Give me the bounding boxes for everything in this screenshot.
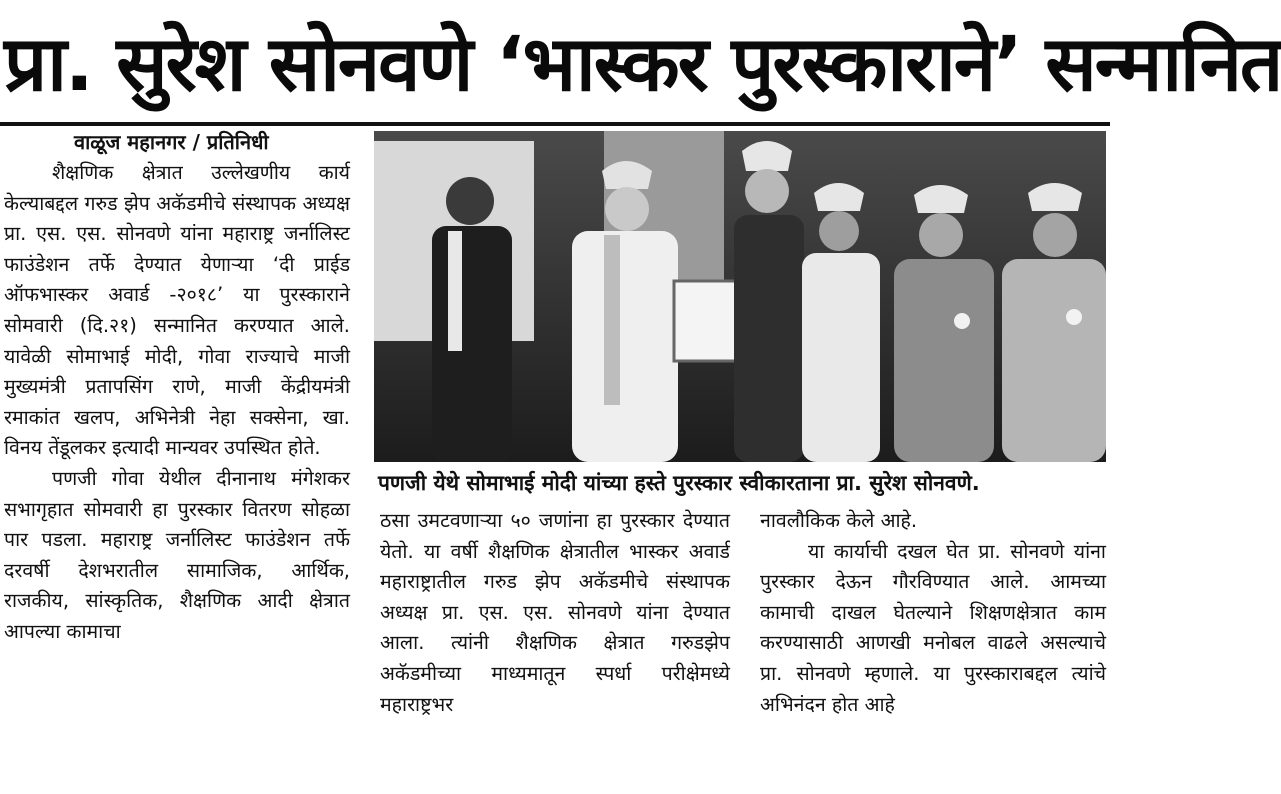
article-column-3	[760, 506, 1106, 720]
paragraph: पणजी गोवा येथील दीनानाथ मंगेशकर सभागृहात सोमवारी हा पुरस्कार वितरण सोहळा पार पडला. महाराष्ट्र जर्नालिस्ट फाउंडेशन तर्फे दरवर्षी देशभरातील सामाजिक, आर्थिक, राजकीय, सांस्कृतिक, शैक्षणिक आदी क्षेत्रात आपल्या कामाचा	[4, 466, 350, 643]
headline: प्रा. सुरेश सोनवणे ‘भास्कर पुरस्काराने’ सन्मानित	[4, 19, 1281, 108]
paragraph: नावलौकिक केले आहे.	[760, 509, 918, 532]
byline: वाळूज महानगर / प्रतिनिधी	[74, 130, 269, 154]
photo-caption: पणजी येथे सोमाभाई मोदी यांच्या हस्ते पुरस्कार स्वीकारताना प्रा. सुरेश सोनवणे.	[378, 471, 980, 495]
paragraph: ठसा उमटवणाऱ्या ५० जणांना हा पुरस्कार देण्यात येतो. या वर्षी शैक्षणिक क्षेत्रातील भास्कर अवार्ड महाराष्ट्रातील गरुड झेप अकॅडमीचे संस्थापक अध्यक्ष प्रा. एस. एस. सोनवणे यांना देण्यात आला. त्यांनी शैक्षणिक क्षेत्रात गरुडझेप अकॅडमीच्या माध्यमातून स्पर्धा परीक्षेमध्ये महाराष्ट्रभर	[380, 509, 730, 716]
photo-illustration	[374, 131, 1106, 462]
paragraph: या कार्याची दखल घेत प्रा. सोनवणे यांना पुरस्कार देऊन गौरविण्यात आले. आमच्या कामाची दाखल घेतल्याने शिक्षणक्षेत्रात काम करण्यासाठी आणखी मनोबल वाढले असल्याचे प्रा. सोनवणे म्हणाले. या पुरस्काराबद्दल त्यांचे अभिनंदन होत आहे	[760, 539, 1106, 716]
paragraph: शैक्षणिक क्षेत्रात उल्लेखणीय कार्य केल्याबद्दल गरुड झेप अकॅडमीचे संस्थापक अध्यक्ष प्रा. एस. एस. सोनवणे यांना महाराष्ट्र जर्नालिस्ट फाउंडेशन तर्फे देण्यात येणाऱ्या ‘दी प्राईड ऑफभास्कर अवार्ड -२०१८’ या पुरस्काराने सोमवारी (दि.२१) सन्मानित करण्यात आले. यावेळी सोमाभाई मोदी, गोवा राज्याचे माजी मुख्यमंत्री प्रतापसिंग राणे, माजी केंद्रीयमंत्री रमाकांत खलप, अभिनेत्री नेहा सक्सेना, खा. विनय तेंडूलकर इत्यादी मान्यवर उपस्थित होते.	[4, 161, 350, 460]
article-column-1	[4, 128, 350, 648]
headline-rule	[0, 122, 1110, 126]
award-ceremony-photo	[374, 131, 1106, 462]
article-column-2	[380, 506, 730, 720]
